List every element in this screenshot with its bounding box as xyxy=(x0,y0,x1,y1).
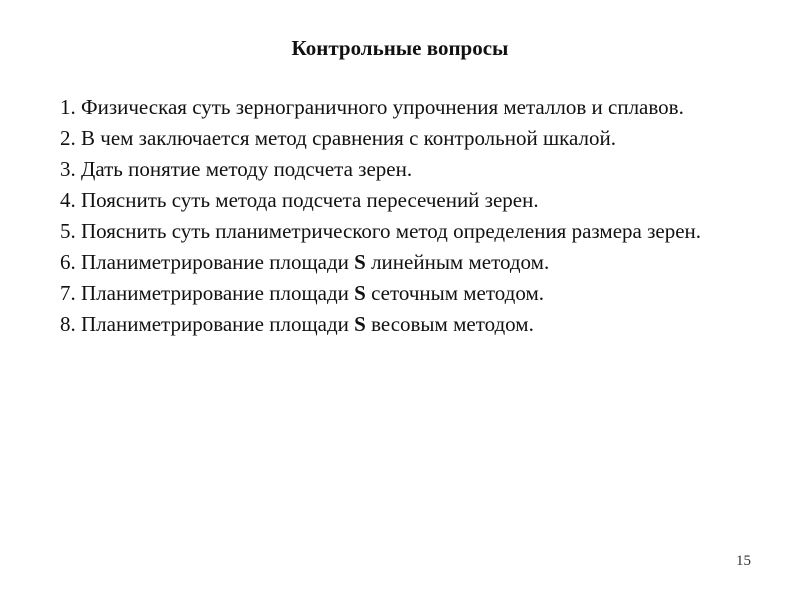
question-text: Планиметрирование площади xyxy=(81,312,355,336)
question-text: Пояснить суть планиметрического метод определения размера зерен. xyxy=(81,219,702,243)
symbol-s: S xyxy=(354,250,366,274)
question-text: Планиметрирование площади xyxy=(81,250,355,274)
question-number: 6. xyxy=(60,250,76,274)
question-item xyxy=(26,92,766,123)
question-text: Физическая суть зернограничного упрочнения металлов и сплавов. xyxy=(81,95,684,119)
question-text-end: линейным методом. xyxy=(365,250,550,274)
question-number: 8. xyxy=(60,312,76,336)
question-item xyxy=(26,309,766,340)
question-text: Пояснить суть метода подсчета пересечений зерен. xyxy=(81,188,539,212)
slide-title: Контрольные вопросы xyxy=(291,36,509,60)
question-text: Дать понятие методу подсчета зерен. xyxy=(81,157,413,181)
question-number: 7. xyxy=(60,281,76,305)
question-item xyxy=(26,154,766,185)
question-item xyxy=(26,216,766,247)
question-text: Планиметрирование площади xyxy=(81,281,355,305)
question-number: 5. xyxy=(60,219,76,243)
symbol-s: S xyxy=(354,312,366,336)
question-item xyxy=(26,247,766,278)
question-item xyxy=(26,123,766,154)
question-number: 3. xyxy=(60,157,76,181)
symbol-s: S xyxy=(354,281,366,305)
question-text: В чем заключается метод сравнения с контрольной шкалой. xyxy=(81,126,616,150)
question-number: 4. xyxy=(60,188,76,212)
question-text-end: сеточным методом. xyxy=(365,281,544,305)
question-text-end: весовым методом. xyxy=(365,312,534,336)
question-number: 2. xyxy=(60,126,76,150)
question-item xyxy=(26,185,766,216)
questions-list xyxy=(26,92,766,340)
question-item xyxy=(26,278,766,309)
page-number: 15 xyxy=(736,553,751,569)
question-number: 1. xyxy=(60,95,76,119)
